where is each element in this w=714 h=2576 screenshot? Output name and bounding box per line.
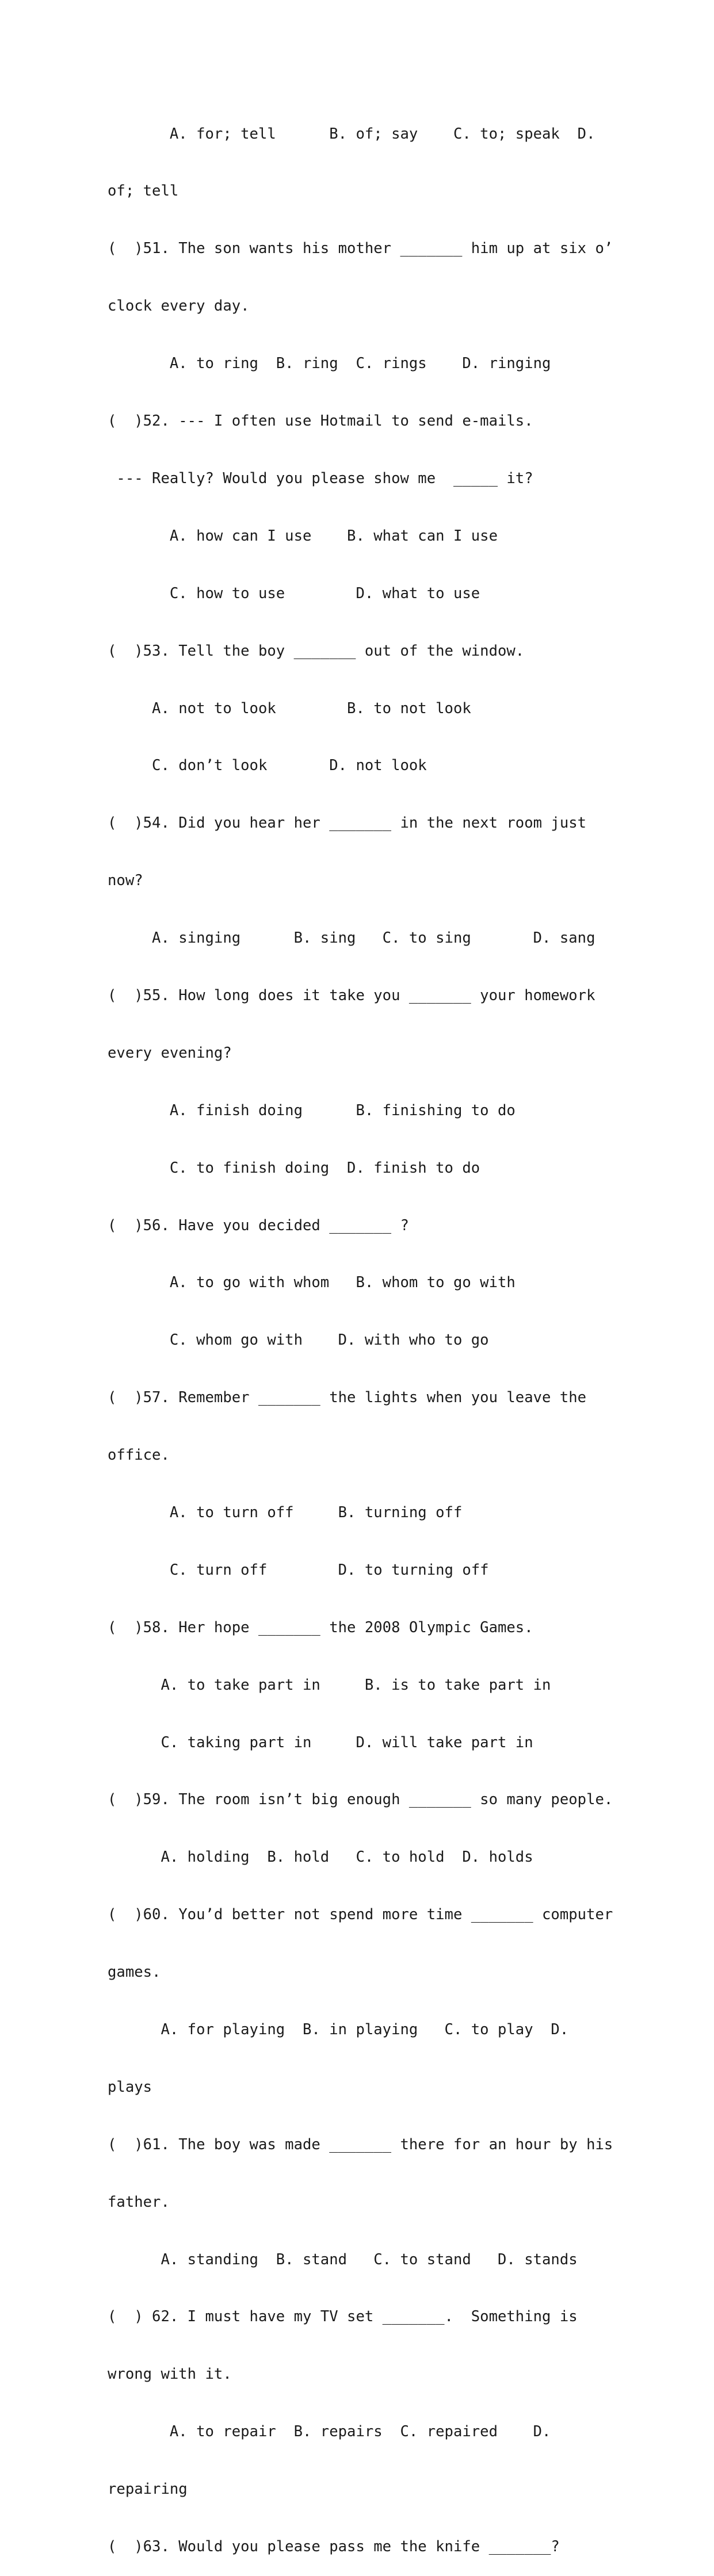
options-line: A. how can I use B. what can I use — [108, 527, 498, 545]
question-55: ( )55. How long does it take you _______ your homework — [108, 986, 595, 1004]
options-line: A. singing B. sing C. to sing D. sang — [108, 929, 595, 947]
options-line: A. to go with whom B. whom to go with — [108, 1274, 516, 1292]
text-line: father. — [108, 2193, 170, 2211]
question-57: ( )57. Remember _______ the lights when you leave the — [108, 1389, 587, 1407]
options-line: A. to ring B. ring C. rings D. ringing — [108, 355, 551, 373]
text-line: every evening? — [108, 1044, 232, 1062]
question-53: ( )53. Tell the boy _______ out of the window. — [108, 642, 525, 660]
text-line: wrong with it. — [108, 2366, 232, 2383]
question-52: ( )52. --- I often use Hotmail to send e-mails. — [108, 412, 533, 430]
question-54: ( )54. Did you hear her _______ in the next room just — [108, 814, 587, 832]
text-line: clock every day. — [108, 297, 250, 315]
text-line: office. — [108, 1446, 170, 1464]
question-60: ( )60. You’d better not spend more time _______ computer — [108, 1906, 613, 1924]
text-line: of; tell — [108, 182, 179, 200]
text-line: plays — [108, 2078, 152, 2096]
question-51: ( )51. The son wants his mother _______ him up at six o’ — [108, 240, 613, 258]
text-line: now? — [108, 872, 143, 890]
question-63: ( )63. Would you please pass me the knife _______? — [108, 2538, 560, 2555]
options-line: C. taking part in D. will take part in — [108, 1733, 533, 1751]
options-line: A. to repair B. repairs C. repaired D. — [108, 2423, 551, 2441]
question-61: ( )61. The boy was made _______ there for an hour by his — [108, 2135, 613, 2153]
document-page — [108, 86, 625, 2576]
options-line: A. to take part in B. is to take part in — [108, 1676, 551, 1694]
options-line: C. whom go with D. with who to go — [108, 1331, 489, 1349]
question-56: ( )56. Have you decided _______ ? — [108, 1216, 409, 1234]
question-58: ( )58. Her hope _______ the 2008 Olympic Games. — [108, 1618, 533, 1636]
question-59: ( )59. The room isn’t big enough _______ so many people. — [108, 1791, 613, 1809]
options-line: C. don’t look D. not look — [108, 757, 427, 775]
text-line: A. for; tell B. of; say C. to; speak D. — [108, 125, 595, 143]
options-line: A. for playing B. in playing C. to play D. — [108, 2020, 569, 2038]
options-line: C. how to use D. what to use — [108, 584, 480, 602]
text-line: --- Really? Would you please show me _____ it? — [108, 469, 533, 487]
options-line: A. not to look B. to not look — [108, 699, 471, 717]
options-line: A. to turn off B. turning off — [108, 1503, 463, 1521]
options-line: A. finish doing B. finishing to do — [108, 1101, 516, 1119]
text-line: games. — [108, 1963, 161, 1981]
text-line: repairing — [108, 2481, 188, 2498]
options-line: A. standing B. stand C. to stand D. stands — [108, 2250, 578, 2268]
question-62: ( ) 62. I must have my TV set _______. Something is — [108, 2308, 578, 2326]
options-line: C. turn off D. to turning off — [108, 1561, 489, 1579]
options-line: A. holding B. hold C. to hold D. holds — [108, 1848, 533, 1866]
options-line: C. to finish doing D. finish to do — [108, 1159, 480, 1177]
